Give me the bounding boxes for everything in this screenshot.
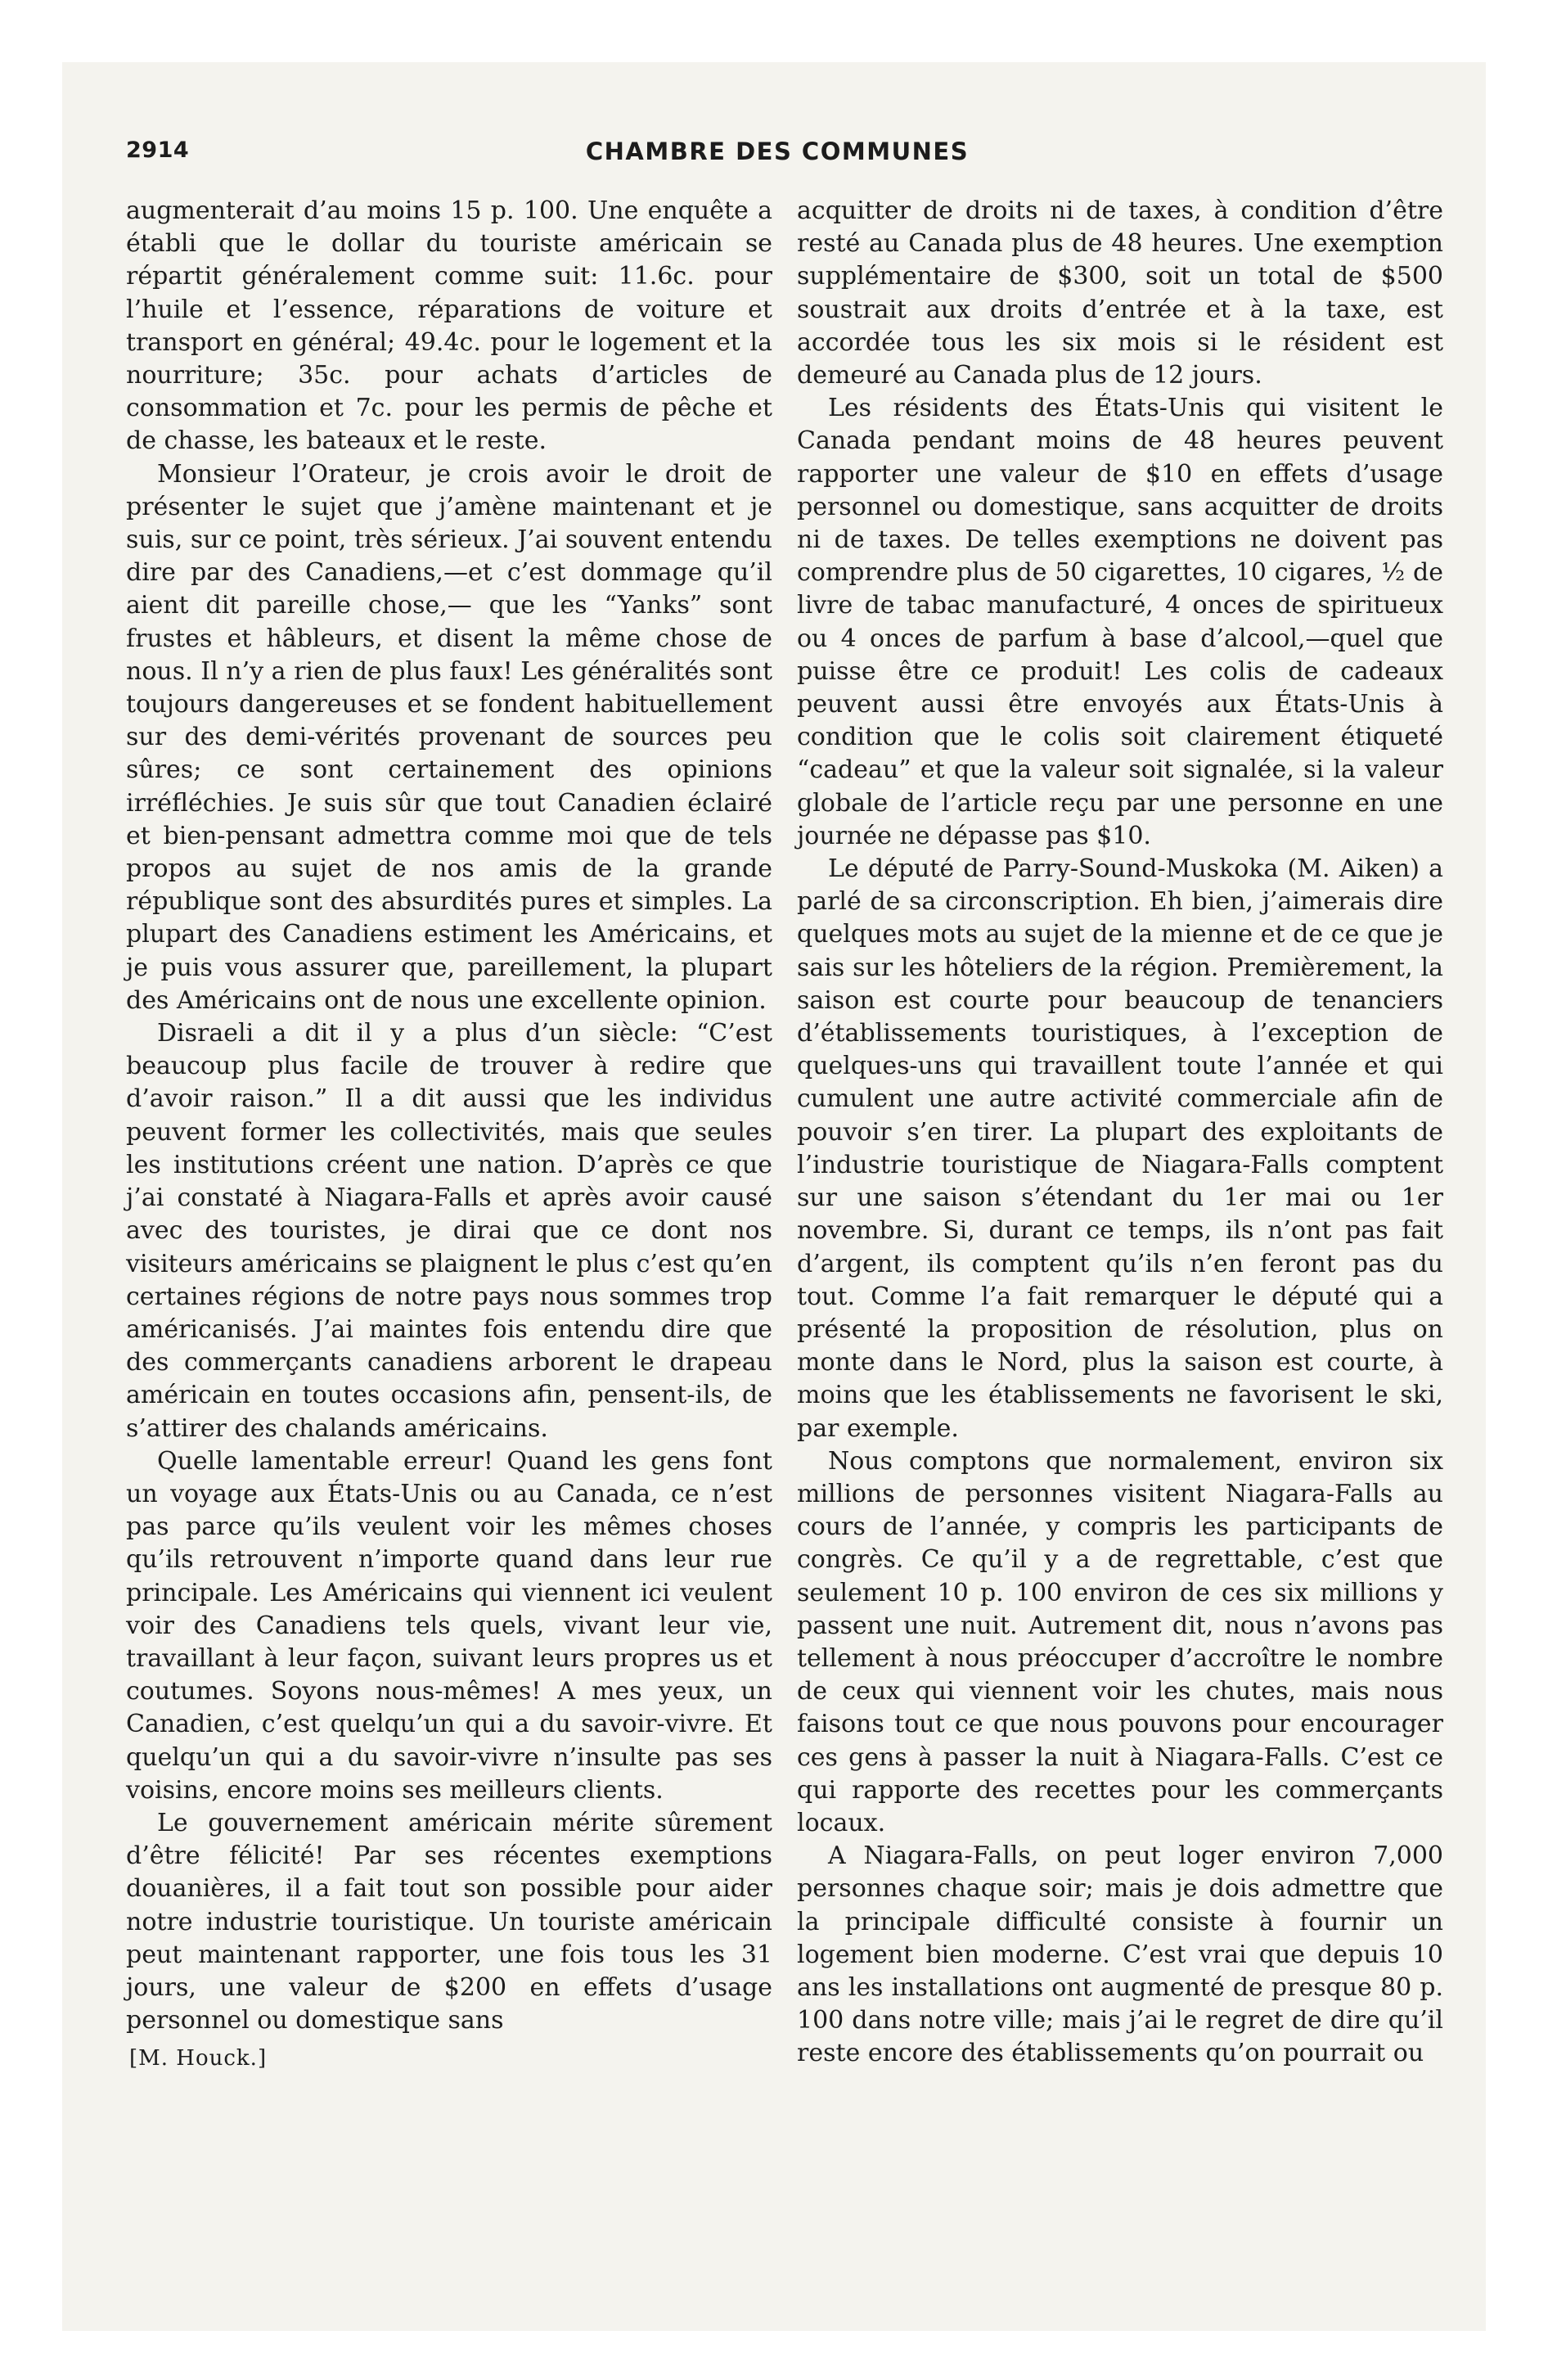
paragraph: augmenterait d’au moins 15 p. 100. Une enquête a établi que le dollar du touriste américain se répartit généralement comme suit: 11.6c. pour l’huile et l’essence, réparations de voiture et transport en général; 49.4c. pour le logement et la nourriture; 35c. pour achats d’articles de consommation et 7c. pour les permis de pêche et de chasse, les bateaux et le reste. bbox=[126, 196, 772, 456]
paragraph: Le gouvernement américain mérite sûrement d’être félicité! Par ses récentes exemptions douanières, il a fait tout son possible pour aider notre industrie touristique. Un touriste américain peut maintenant rapporter, une fois tous les 31 jours, une valeur de $200 en effets d’usage personnel ou domestique sans bbox=[126, 1808, 772, 2035]
right-column bbox=[797, 195, 1443, 2071]
paragraph: Quelle lamentable erreur! Quand les gens font un voyage aux États-Unis ou au Canada, ce n’est pas parce qu’ils veulent voir les mêmes choses qu’ils retrouvent n’importe quand dans leur rue principale. Les Américains qui viennent ici veulent voir des Canadiens tels quels, vivant leur vie, travaillant à leur façon, suivant leurs propres us et coutumes. Soyons nous-mêmes! A mes yeux, un Canadien, c’est quelqu’un qui a du savoir-vivre. Et quelqu’un qui a du savoir-vivre n’insulte pas ses voisins, encore moins ses meilleurs clients. bbox=[126, 1446, 772, 1805]
paragraph: Le député de Parry-Sound-Muskoka (M. Aiken) a parlé de sa circonscription. Eh bien, j’aimerais dire quelques mots au sujet de la mienne et de ce que je sais sur les hôteliers de la région. Premièrement, la saison est courte pour beaucoup de tenanciers d’établissements touristiques, à l’exception de quelques-uns qui travaillent toute l’année et qui cumulent une autre activité commerciale afin de pouvoir s’en tirer. La plupart des exploitants de l’industrie touristique de Niagara-Falls comptent sur une saison s’étendant du 1er mai ou 1er novembre. Si, durant ce temps, ils n’ont pas fait d’argent, ils comptent qu’ils n’en feront pas du tout. Comme l’a fait remarquer le député qui a présenté la proposition de résolution, plus on monte dans le Nord, plus la saison est courte, à moins que les établissements ne favorisent le ski, par exemple. bbox=[797, 854, 1443, 1443]
speaker-attribution: [M. Houck.] bbox=[129, 2046, 268, 2071]
paragraph: acquitter de droits ni de taxes, à condition d’être resté au Canada plus de 48 heures. Une exemption supplémentaire de $300, soit un total de $500 soustrait aux droits d’entrée et à la taxe, est accordée tous les six mois si le résident est demeuré au Canada plus de 12 jours. bbox=[797, 196, 1443, 390]
page-header bbox=[126, 137, 1429, 180]
paragraph: Disraeli a dit il y a plus d’un siècle: “C’est beaucoup plus facile de trouver à redire que d’avoir raison.” Il a dit aussi que les individus peuvent former les collectivités, mais que seules les institutions créent une nation. D’après ce que j’ai constaté à Niagara-Falls et après avoir causé avec des touristes, je dirai que ce dont nos visiteurs américains se plaignent le plus c’est qu’en certaines régions de notre pays nous sommes trop américanisés. J’ai maintes fois entendu dire que des commerçants canadiens arborent le drapeau américain en toutes occasions afin, pensent-ils, de s’attirer des chalands américains. bbox=[126, 1019, 772, 1443]
page-number: 2914 bbox=[126, 137, 190, 163]
paragraph: Nous comptons que normalement, environ six millions de personnes visitent Niagara-Falls au cours de l’année, y compris les participants de congrès. Ce qu’il y a de regrettable, c’est que seulement 10 p. 100 environ de ces six millions y passent une nuit. Autrement dit, nous n’avons pas tellement à nous préoccuper d’accroître le nombre de ceux qui viennent voir les chutes, mais nous faisons tout ce que nous pouvons pour encourager ces gens à passer la nuit à Niagara-Falls. C’est ce qui rapporte des recettes pour les commerçants locaux. bbox=[797, 1446, 1443, 1837]
left-column bbox=[126, 195, 772, 2076]
running-head: CHAMBRE DES COMMUNES bbox=[585, 137, 970, 165]
paragraph: Les résidents des États-Unis qui visitent le Canada pendant moins de 48 heures peuvent rapporter une valeur de $10 en effets d’usage personnel ou domestique, sans acquitter de droits ni de taxes. De telles exemptions ne doivent pas comprendre plus de 50 cigarettes, 10 cigares, ½ de livre de tabac manufacturé, 4 onces de spiritueux ou 4 onces de parfum à base d’alcool,—quel que puisse être ce produit! Les colis de cadeaux peuvent aussi être envoyés aux États-Unis à condition que le colis soit clairement étiqueté “cadeau” et que la valeur soit signalée, si la valeur globale de l’article reçu par une personne en une journée ne dépasse pas $10. bbox=[797, 394, 1443, 850]
paragraph: A Niagara-Falls, on peut loger environ 7,000 personnes chaque soir; mais je dois admettre que la principale difficulté consiste à fournir un logement bien moderne. C’est vrai que depuis 10 ans les installations ont augmenté de presque 80 p. 100 dans notre ville; mais j’ai le regret de dire qu’il reste encore des établissements qu’on pourrait ou bbox=[797, 1841, 1443, 2068]
paragraph: Monsieur l’Orateur, je crois avoir le droit de présenter le sujet que j’amène maintenant et je suis, sur ce point, très sérieux. J’ai souvent entendu dire par des Canadiens,—et c’est dommage qu’il aient dit pareille chose,— que les “Yanks” sont frustes et hâbleurs, et disent la même chose de nous. Il n’y a rien de plus faux! Les généralités sont toujours dangereuses et se fondent habituellement sur des demi-vérités provenant de sources peu sûres; ce sont certainement des opinions irréfléchies. Je suis sûr que tout Canadien éclairé et bien-pensant admettra comme moi que de tels propos au sujet de nos amis de la grande république sont des absurdités pures et simples. La plupart des Canadiens estiment les Américains, et je puis vous assurer que, pareillement, la plupart des Américains ont de nous une excellente opinion. bbox=[126, 459, 772, 1015]
